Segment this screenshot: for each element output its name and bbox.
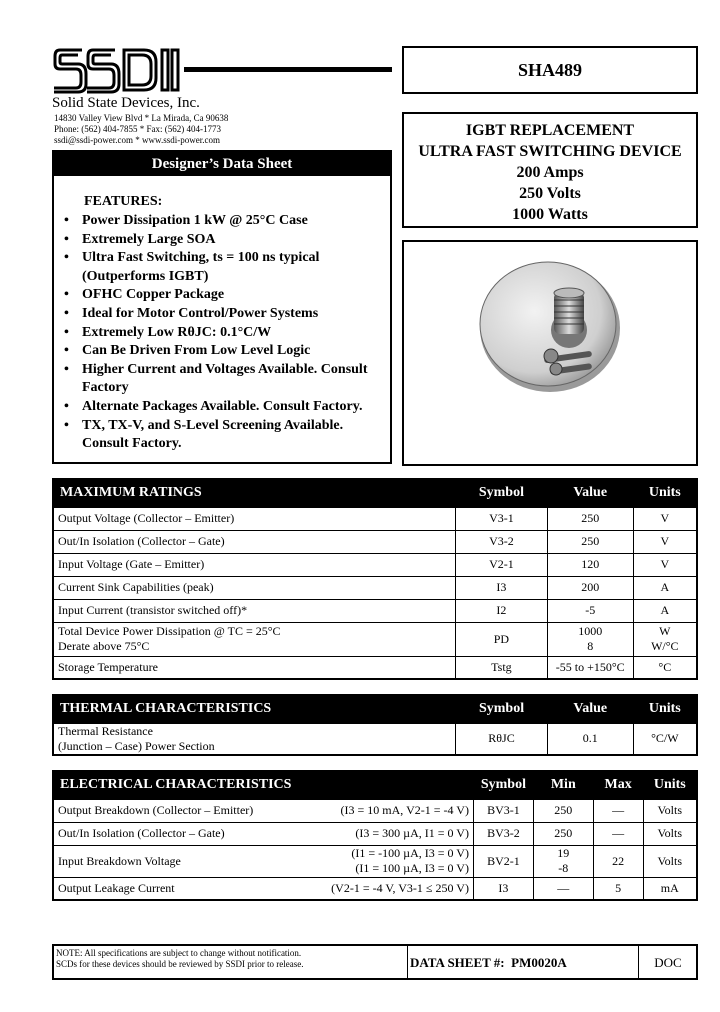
symbol-cell: I3 bbox=[473, 877, 533, 900]
unit-cell: A bbox=[633, 599, 697, 622]
unit-cell: V bbox=[633, 507, 697, 530]
company-name: Solid State Devices, Inc. bbox=[52, 95, 200, 111]
param-line: (Junction – Case) Power Section bbox=[58, 738, 215, 753]
symbol-cell: I2 bbox=[456, 599, 548, 622]
table-row bbox=[53, 877, 697, 900]
feature-item: • TX, TX-V, and S-Level Screening Available. Consult Factory. bbox=[62, 417, 388, 454]
col-max: Max bbox=[593, 771, 643, 799]
symbol-cell: BV2-1 bbox=[473, 845, 533, 877]
col-min: Min bbox=[533, 771, 593, 799]
feature-item: • Extremely Low RθJC: 0.1°C/W bbox=[62, 324, 388, 343]
min-cell: — bbox=[533, 877, 593, 900]
param-cell bbox=[53, 622, 456, 656]
param-cell: Input Current (transistor switched off)* bbox=[53, 599, 456, 622]
symbol-cell: V3-2 bbox=[456, 530, 548, 553]
condition-line: (I1 = 100 µA, I3 = 0 V) bbox=[355, 861, 469, 875]
features-list bbox=[62, 212, 388, 454]
col-value: Value bbox=[547, 695, 633, 723]
param-cell: Out/In Isolation (Collector – Gate) bbox=[53, 822, 257, 845]
title-line-4: 250 Volts bbox=[519, 185, 581, 202]
min-line: -8 bbox=[558, 861, 569, 875]
company-web: ssdi@ssdi-power.com * www.ssdi-power.com bbox=[54, 135, 220, 145]
unit-cell: °C bbox=[633, 656, 697, 679]
table-row bbox=[53, 553, 697, 576]
features-title: FEATURES: bbox=[84, 194, 163, 209]
max-ratings-heading: MAXIMUM RATINGS bbox=[53, 479, 456, 507]
datasheet-label: DATA SHEET #: bbox=[410, 955, 505, 970]
unit-cell: °C/W bbox=[633, 723, 697, 755]
unit-cell: mA bbox=[643, 877, 697, 900]
maximum-ratings-table bbox=[52, 478, 698, 680]
footer-note-line: SCDs for these devices should be reviewed by SSDI prior to release. bbox=[56, 959, 304, 969]
symbol-cell: BV3-2 bbox=[473, 822, 533, 845]
title-line-1: IGBT REPLACEMENT bbox=[465, 122, 635, 139]
col-symbol: Symbol bbox=[456, 695, 548, 723]
value-cell: 120 bbox=[547, 553, 633, 576]
table-row bbox=[53, 622, 697, 656]
unit-cell: V bbox=[633, 530, 697, 553]
unit-cell: A bbox=[633, 576, 697, 599]
value-cell: -55 to +150°C bbox=[547, 656, 633, 679]
param-cell: Storage Temperature bbox=[53, 656, 456, 679]
table-row bbox=[53, 799, 697, 822]
unit-line: W bbox=[659, 624, 671, 638]
value-cell: 250 bbox=[547, 507, 633, 530]
feature-item: • Alternate Packages Available. Consult Factory. bbox=[62, 398, 388, 417]
unit-cell: V bbox=[633, 553, 697, 576]
footer-divider bbox=[407, 946, 408, 978]
title-line-2: ULTRA FAST SWITCHING DEVICE bbox=[418, 143, 682, 160]
table-row bbox=[53, 822, 697, 845]
col-units: Units bbox=[633, 479, 697, 507]
value-cell bbox=[547, 622, 633, 656]
company-address: 14830 Valley View Blvd * La Mirada, Ca 90638 bbox=[54, 113, 229, 123]
max-cell: — bbox=[593, 799, 643, 822]
title-line-5: 1000 Watts bbox=[512, 206, 588, 223]
param-cell: Input Voltage (Gate – Emitter) bbox=[53, 553, 456, 576]
value-cell: -5 bbox=[547, 599, 633, 622]
symbol-cell: PD bbox=[456, 622, 548, 656]
symbol-cell: Tstg bbox=[456, 656, 548, 679]
designer-heading: Designer’s Data Sheet bbox=[54, 152, 390, 176]
unit-cell: Volts bbox=[643, 845, 697, 877]
condition-cell: (V2-1 = -4 V, V3-1 ≤ 250 V) bbox=[257, 877, 473, 900]
param-cell bbox=[53, 723, 456, 755]
param-cell: Output Breakdown (Collector – Emitter) bbox=[53, 799, 257, 822]
table-row bbox=[53, 599, 697, 622]
feature-item: • Ultra Fast Switching, ts = 100 ns typical (Outperforms IGBT) bbox=[62, 249, 388, 286]
unit-cell bbox=[633, 622, 697, 656]
min-cell: 250 bbox=[533, 799, 593, 822]
symbol-cell: RθJC bbox=[456, 723, 548, 755]
part-number: SHA489 bbox=[402, 46, 698, 94]
value-cell: 250 bbox=[547, 530, 633, 553]
feature-item: • Higher Current and Voltages Available. Consult Factory bbox=[62, 361, 388, 398]
param-cell: Output Voltage (Collector – Emitter) bbox=[53, 507, 456, 530]
condition-cell: (I3 = 10 mA, V2-1 = -4 V) bbox=[257, 799, 473, 822]
table-row bbox=[53, 845, 697, 877]
feature-item: • Extremely Large SOA bbox=[62, 231, 388, 250]
symbol-cell: V2-1 bbox=[456, 553, 548, 576]
footer-note-line: NOTE: All specifications are subject to change without notification. bbox=[56, 948, 302, 958]
device-image-box bbox=[402, 240, 698, 466]
min-cell: 250 bbox=[533, 822, 593, 845]
title-line-3: 200 Amps bbox=[516, 164, 584, 181]
feature-item: • OFHC Copper Package bbox=[62, 286, 388, 305]
unit-line: W/°C bbox=[651, 639, 679, 653]
param-cell: Output Leakage Current bbox=[53, 877, 257, 900]
table-row bbox=[53, 656, 697, 679]
param-cell: Input Breakdown Voltage bbox=[53, 845, 257, 877]
param-line: Total Device Power Dissipation @ TC = 25°C bbox=[58, 624, 281, 638]
symbol-cell: I3 bbox=[456, 576, 548, 599]
param-cell: Out/In Isolation (Collector – Gate) bbox=[53, 530, 456, 553]
symbol-cell: V3-1 bbox=[456, 507, 548, 530]
value-cell: 200 bbox=[547, 576, 633, 599]
col-symbol: Symbol bbox=[456, 479, 548, 507]
col-units: Units bbox=[633, 695, 697, 723]
electrical-heading: ELECTRICAL CHARACTERISTICS bbox=[53, 771, 473, 799]
param-cell: Current Sink Capabilities (peak) bbox=[53, 576, 456, 599]
device-title-box bbox=[402, 112, 698, 228]
device-package-image bbox=[404, 242, 696, 464]
condition-line: (I1 = -100 µA, I3 = 0 V) bbox=[351, 846, 469, 860]
logo-text: SSDI bbox=[52, 44, 55, 45]
table-row bbox=[53, 507, 697, 530]
table-row bbox=[53, 530, 697, 553]
ssdi-logo bbox=[52, 44, 182, 94]
thermal-table bbox=[52, 694, 698, 756]
value-line: 1000 bbox=[578, 624, 603, 638]
electrical-table bbox=[52, 770, 698, 901]
col-units: Units bbox=[643, 771, 697, 799]
unit-cell: Volts bbox=[643, 799, 697, 822]
max-cell: 5 bbox=[593, 877, 643, 900]
designer-data-sheet bbox=[52, 150, 392, 464]
footer-note bbox=[56, 948, 406, 970]
table-row bbox=[53, 576, 697, 599]
condition-cell bbox=[257, 845, 473, 877]
value-cell: 0.1 bbox=[547, 723, 633, 755]
company-phone: Phone: (562) 404-7855 * Fax: (562) 404-1773 bbox=[54, 124, 221, 134]
unit-cell: Volts bbox=[643, 822, 697, 845]
doc-label: DOC bbox=[654, 955, 682, 970]
condition-cell: (I3 = 300 µA, I1 = 0 V) bbox=[257, 822, 473, 845]
feature-item: • Power Dissipation 1 kW @ 25°C Case bbox=[62, 212, 388, 231]
table-row bbox=[53, 723, 697, 755]
param-line: Thermal Resistance bbox=[58, 723, 153, 738]
feature-item: • Can Be Driven From Low Level Logic bbox=[62, 342, 388, 361]
col-symbol: Symbol bbox=[473, 771, 533, 799]
thermal-heading: THERMAL CHARACTERISTICS bbox=[53, 695, 456, 723]
feature-item: • Ideal for Motor Control/Power Systems bbox=[62, 305, 388, 324]
min-cell bbox=[533, 845, 593, 877]
header-rule bbox=[184, 67, 392, 72]
param-line: Derate above 75°C bbox=[58, 639, 150, 653]
symbol-cell: BV3-1 bbox=[473, 799, 533, 822]
max-cell bbox=[593, 845, 643, 877]
footer bbox=[52, 944, 698, 980]
max-cell: — bbox=[593, 822, 643, 845]
datasheet-id: PM0020A bbox=[511, 955, 567, 970]
datasheet-number bbox=[410, 955, 567, 971]
col-value: Value bbox=[547, 479, 633, 507]
max-line: 22 bbox=[612, 853, 625, 868]
value-line: 8 bbox=[587, 639, 594, 653]
min-line: 19 bbox=[557, 846, 570, 860]
